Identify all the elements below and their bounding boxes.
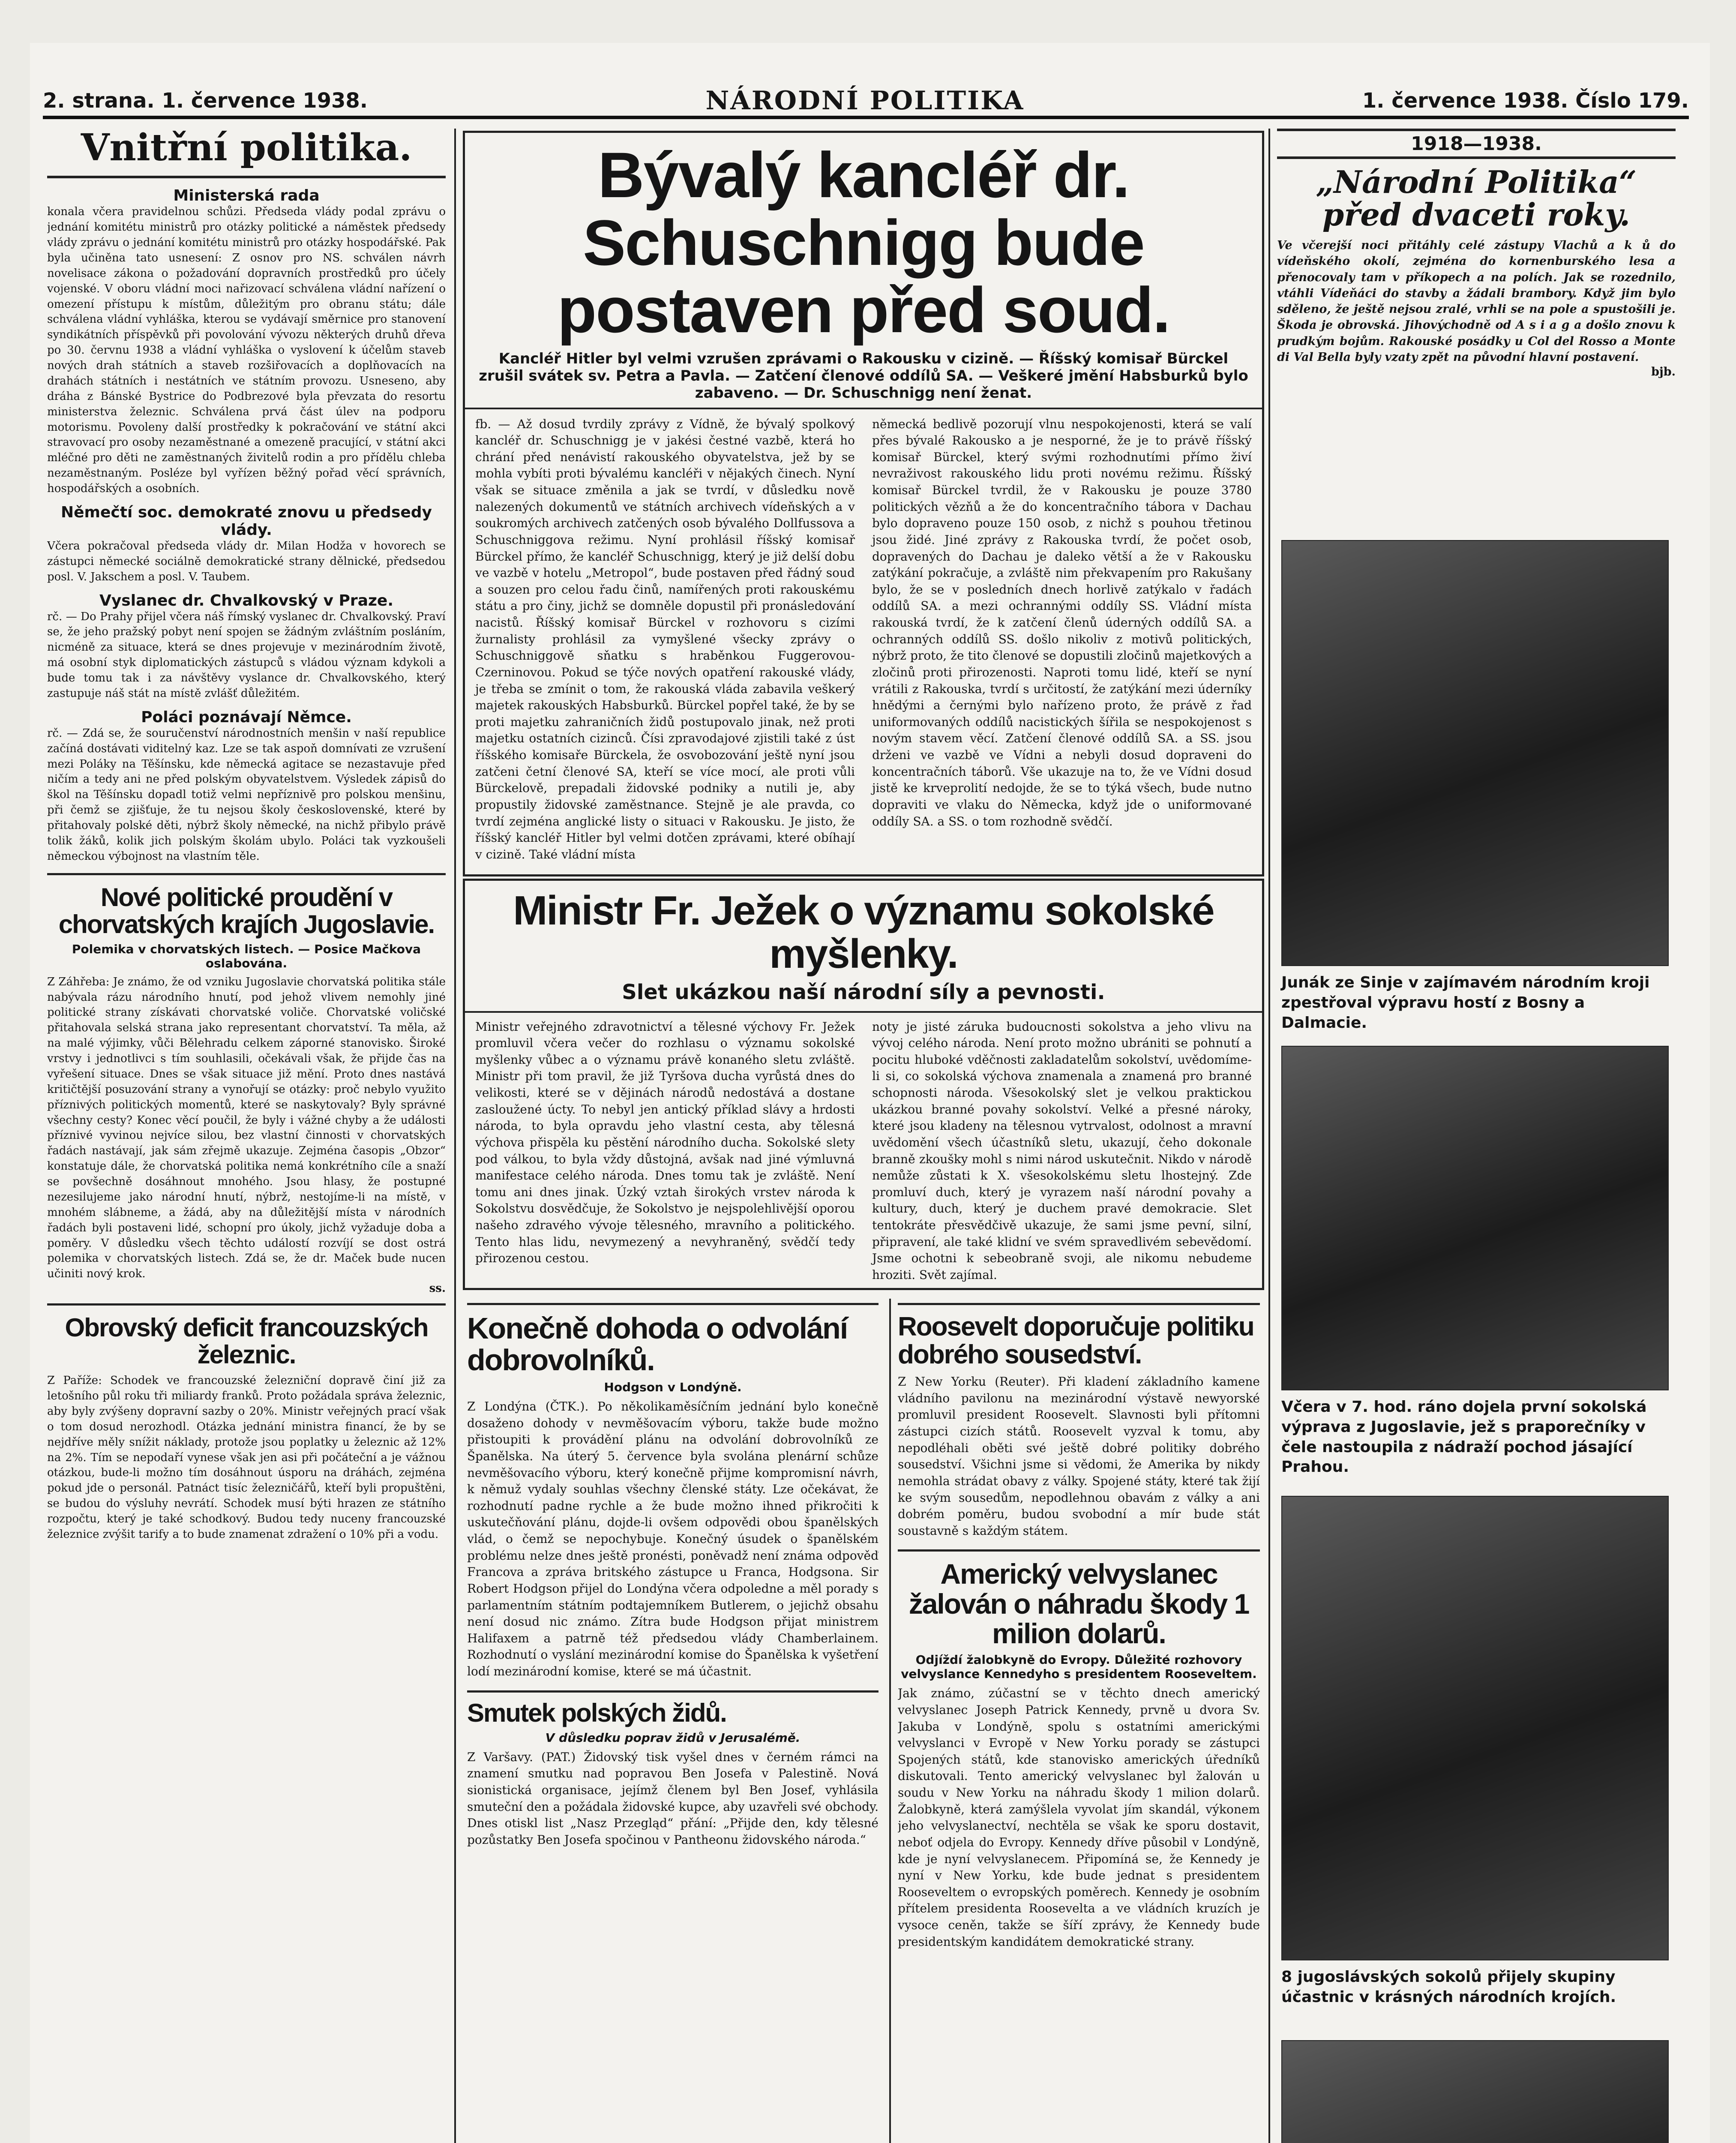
article-title: Americký velvyslanec žalován o náhradu škody 1 milion dolarů. bbox=[898, 1549, 1260, 1648]
article-title: Roosevelt doporučuje politiku dobrého sousedství. bbox=[898, 1303, 1260, 1369]
sokol-body-col2: noty je jisté záruka budoucnosti sokolstva a jeho vlivu na vývoj celého národa. Není proto možno ubrániti se pohnutí a pocitu hluboké vděčnosti zakladatelům sokolství, uvědomíme-li si, co sokolská výchova znamenala a znamená pro branné schopnosti národa. Všesokolský slet je velkou praktickou ukázkou branné povahy sokolství. Velké a přesné nároky, které jsou kladeny na tělesnou vytrvalost, odolnost a mravní uvědomění všech účastníků sletu, ukazují, čeho dokonale branně zkoušky mohl s nimi národ uskutečnit. Nikdo v národě nemůže zůstati k X. všesokolskému sletu lhostejný. Zde promluví duch, který je vyrazem naší národní povahy a kultury, duch, který je duchem pravé demokracie. Slet tentokráte přesvědčivě ukazuje, že sami jsme pevní, silní, připravení, ale také klidní ve svém spravedlivém sebevědomí. Jsme ochotni k sebeobraně svoji, ale nikomu nebudeme hroziti. Svět zajímal. bbox=[872, 1019, 1252, 1282]
article-body: Včera pokračoval předseda vlády dr. Milan Hodža v hovorech se zástupci německé sociálně demokratické strany dělnické, předsedou posl. V. Jakschem a posl. V. Taubem. bbox=[47, 539, 446, 583]
article-title: Ministerská rada bbox=[173, 187, 320, 205]
column-divider bbox=[1268, 129, 1270, 2143]
signature: ss. bbox=[429, 1282, 446, 1295]
article-body: Z Paříže: Schodek ve francouzské železniční dopravě činí již za letošního půl roku tři miliardy franků. Proto požádala správa železnic, aby byly zvýšeny dopravní sazby o 20%. Ministr veřejných prací však o tom dosud nerozhodl. Otázka jednání ministra financí, že by se nejdříve měly snížit náklady, protože jsou poplatky u železnic až 12% na 2%. Tím se nepodaří vynese však jen asi při počáteční a je vážnou otázkou, bude-li možno tím dosáhnout úsporu na dráhách, zejména pokud jde o personál. Patnáct tisíc železničářů, kteří byli propuštěni, se budou do výsluhy nevrátí. Schodek musí býti hrazen ze státního rozpočtu, který je také schodkový. Budou tedy nuceny francouzské železnice zvýšit tarify a to bude znamenat zdražení o 10% při a vodu. bbox=[47, 1374, 446, 1541]
lead-subhead: Kancléř Hitler byl velmi vzrušen zprávami o Rakousku v cizině. — Říšský komisař Bürckel zrušil svátek sv. Petra a Pavla. — Zatčení členové oddílů SA. — Veškeré jmění Habsburků bylo zabaveno. — Dr. Schuschnigg není ženat. bbox=[465, 344, 1262, 409]
article-subtitle: Hodgson v Londýně. bbox=[604, 1380, 742, 1394]
photo-junak bbox=[1281, 540, 1669, 966]
article-subtitle: Odjíždí žalobkyně do Evropy. Důležité rozhovory velvyslance Kennedyho s presidentem Rooseveltem. bbox=[901, 1653, 1257, 1681]
divider bbox=[47, 1303, 446, 1306]
article-body: konala včera pravidelnou schůzi. Předseda vlády podal zprávu o jednání komitétu ministrů pro otázky politické a náměstek předsedy vlády zprávu o jednání komitétu ministrů pro otázky hospodářské. Pak byla učiněna tato usnesení: Z osnov pro NS. schválen návrh novelisace zákona o požadování dopravních prostředků pro účely vojenské. V oboru vládní moci nařizovací schválena vládní nařízení o omezení přístupu k místům, důležitým pro obranu státu; dále schválena vládní vyhláška, kterou se vydávají směrnice pro stanovení syndikátních příspěvků při povolování vývozu některých druhů dřeva po 30. červnu 1938 a vládní vyhláška o vyslovení k účelům staveb nových drah státních a staveb rozšiřovacích a doplňovacích na drahách státních i nestátních ve státním provozu. Usneseno, aby dráha z Bánské Bystrice do Podbrezové byla převzata do resortu ministerstva železnic. Schválena prvá část úlev na podporu motorismu. Povoleny další prostředky k pokračování ve státní akci stravovací pro osoby nezaměstnané a omezeně pracující, v státní akci mléčné pro děti ne zaměstnaných živitelů rodin a pro přídělu chleba nezaměstnaným. Posléze byl vyřízen běžný pořad věcí správních, hospodářských a osobních. bbox=[47, 205, 446, 495]
section-title: Vnitřní politika. bbox=[47, 129, 446, 178]
article-title: Obrovský deficit francouzských železnic. bbox=[65, 1313, 428, 1369]
article-title: Němečtí soc. demokraté znovu u předsedy vlády. bbox=[60, 503, 432, 539]
article-body: rč. — Zdá se, že souručenství národnostních menšin v naší republice začíná dostávati viditelný kaz. Lze se tak aspoň domnívati ze vzrušení mezi Poláky na Těšínsku, kde německá agitace se nezastavuje před ničím a tedy ani ne před polským obyvatelstvem. Výsledek zápisů do škol na Těšínsku dopadl totiž velmi nepříznivě pro polskou menšinu, při čemž se zjišťuje, že tu nejsou školy československé, které by přitahovaly polské děti, nýbrž školy německé, na nichž přibylo právě tolik žáků, kolik jich polským školám ubylo. Poláci tak vyzkoušeli německou výbojnost na vlastním těle. bbox=[47, 726, 446, 863]
page-header bbox=[43, 86, 1689, 119]
retro-body: Ve včerejší noci přitáhly celé zástupy Vlachů a k ů do vídeňského okolí, zejména do kornenburského lesa a přenocovaly tam v příkopech a na polích. Jak se rozednilo, vtáhli Vídeňáci do stavby a žádali brambory. Když jim bylo sděleno, že ještě nejsou zralé, vrhli se na pole a spustošili je. Škoda je obrovská. Jihovýchodně od A s i a g a došlo znovu k prudkým bojům. Rakouské posádky u Col del Rosso a Monte di Val Bella byly vzaty zpět na původní hlavní postavení. bbox=[1277, 239, 1676, 364]
signature: bjb. bbox=[1651, 365, 1676, 379]
lead-article bbox=[463, 131, 1264, 876]
lead-body-col1: fb. — Až dosud tvrdily zprávy z Vídně, že bývalý spolkový kancléř dr. Schuschnigg je v jakési čestné vazbě, která ho chrání před nenávistí rakouského obyvatelstva, jež by se mohla vybíti proti bývalému kancléři v nějakých činech. Nyní však se situace změnila a jak se tvrdí, v důsledku nově nalezených dokumentů ve státních archivech vídeňských a v soukromých archivech zatčených osob bývalého Dollfussova a Schuschniggova režimu. Nyní prohlásil říšský komisař Bürckel přímo, že kancléř Schuschnigg, který je již delší dobu ve vazbě v hotelu „Metropol“, bude postaven před řádný soud a souzen pro celou řadu činů, namířených proti rakouskému státu a pro činy, jichž se domněle dopustil při pronásledování nacistů. Říšský komisař Bürckel v rozhovoru s cizími žurnalisty prohlásil za vymyšlené všecky zprávy o Schuschniggově sňatku s hraběnkou Fuggerovou-Czerninovou. Pokud se týče nových opatření rakouské vlády, je třeba se zmínit o tom, že rakouská vláda zabavila veškerý majetek rakouských Habsburků. Bürckel popřel také, že by se proti majetku zahraničních židů postupovalo jinak, než proti majetku ostatních cizinců. Čísi zpravodajové zjistili také z úst říšského komisaře Bürckela, že osvobozování ještě nyní jsou zatčeni četní členové SA, kteří se více mocí, ale proti vůli Bürckelově, prepadali židovské podniky a nutili je, aby propustily židovské zaměstnance. Stejně je ale pravda, co tvrdí zejména anglické listy o situaci v Rakousku. Je jisto, že říšský kancléř Hitler byl velmi dotčen zprávami, které obíhají v cizině. Také vládní místa bbox=[475, 417, 855, 861]
sokol-subhead: Slet ukázkou naší národní síly a pevnosti. bbox=[465, 976, 1262, 1013]
lead-body-col2: německá bedlivě pozorují vlnu nespokojenosti, která se valí přes bývalé Rakousko a je nesporné, že je to právě říšský komisař Bürckel, který svými rozhodnutími přímo živí nevraživost rakouského lidu proti novému režimu. Říšský komisař Bürckel tvrdil, že v Rakousku je pouze 3780 politických vězňů a že do koncentračního tábora v Dachau bylo dopraveno pouze 150 osob, z nichž s pouhou třetinou jsou židé. Jiné zprávy z Rakouska tvrdí, že počet osob, dopravených do Dachau je daleko větší a že v Rakousku zatýkání pokračuje, a zvláště nim překvapením pro Rakušany bylo, že se v posledních dnech horlivě zatýkalo v řadách oddílů SA. a mezi ochrannými oddíly SS. Vládní místa rakouská tvrdí, že k zatčení členů úderných oddílů SA. a ochranných oddílů SS. došlo nikoliv z motivů politických, nýbrž proto, že tito členové se dopustili zločinů majetkových a zločinů proti přirozenosti. Naproti tomu lidé, kteří se nyní vrátili z Rakouska, tvrdí s určitostí, že zatýkání mezi úderníky hnědými a černými bylo nařízeno proto, že právě z řad uniformovaných oddílů nacistických šířila se nespokojenost s novým stavem věcí. Zatčení členové oddílů SA. a SS. jsou drženi ve vazbě ve Vídni a nebyli dosud dopraveni do koncentračních táborů. Vše ukazuje na to, že ve Vídni dosud jistě ke krveprolití nedojde, že se to týká všech, bude nutno dopraviti ve vlaku do Německa, když jde o uniformované oddíly SA. a SS. o tom rozhodně svědčí. bbox=[872, 417, 1252, 828]
photo-women-costumes bbox=[1281, 1496, 1669, 1960]
article-body: Z New Yorku (Reuter). Při kladení základního kamene vládního pavilonu na mezinárodní výstavě newyorské promluvil president Roosevelt. Slavnosti byli přítomni zástupci cizích států. Roosevelt vyzval k tomu, aby nepodléhali oběti své ještě dobré politiky dobrého sousedství. Všichni jsme si vědomi, že Amerika by nikdy nemohla strádat obavy z války. Spojené státy, které tak žijí ke svým sousedům, nepodlehnou obavám z války a ani dobrém poměru, budou svobodní a mír bude stát soustavně s každým státem. bbox=[898, 1375, 1260, 1538]
article-body: Z Varšavy. (PAT.) Židovský tisk vyšel dnes v černém rámci na znamení smutku nad popravou Ben Josefa v Palestině. Nová sionistická organisace, jejímž členem byl Ben Josef, vyhlásila smuteční den a požádala židovské kupce, aby uzavřeli své obchody. Dnes otiskl list „Nasz Przegląd“ přání: „Přijde den, kdy tělesné pozůstatky Ben Josefa spočinou v Pantheonu židovského národa.“ bbox=[467, 1750, 878, 1847]
photo-caption: 8 jugoslávských sokolů přijely skupiny účastnic v krásných národních krojích. bbox=[1281, 1968, 1616, 2006]
sokol-body-col1: Ministr veřejného zdravotnictví a tělesné výchovy Fr. Ježek promluvil včera večer do rozhlasu o významu sokolské myšlenky vůbec a o významu právě konaného sletu zvláště. Ministr při tom pravil, že již Tyršova ducha vyrůstá dnes do velikosti, které se v dějinách národů nedostává a dostane zasloužené úcty. To nebyl jen antický příklad slávy a hrdosti národa, to byla opravdu jeho vlastní cesta, aby tělesná výchova přispěla ku pěstění národního ducha. Sokolské slety pod válkou, to byla vždy důstojná, avšak nad jiné výmluvná manifestace celého národa. Dnes tomu tak je zvláště. Není tomu ani dnes jinak. Úzký vztah širokých vrstev národa k Sokolstvu dosvědčuje, že Sokolstvo je nejspolehlivější oporou našeho zdravého vývoje tělesného, mravního a politického. Tento hlas lidu, nevymezený a nevyhraněný, svědčí tedy přirozenou cestou. bbox=[475, 1019, 855, 1266]
masthead: NÁRODNÍ POLITIKA bbox=[705, 86, 1025, 116]
photo-folk-costumes bbox=[1281, 2040, 1669, 2143]
header-left: 2. strana. 1. července 1938. bbox=[43, 89, 368, 113]
article-title: Poláci poznávají Němce. bbox=[141, 708, 352, 726]
header-right: 1. července 1938. Číslo 179. bbox=[1362, 89, 1689, 113]
photo-caption: Junák ze Sinje v zajímavém národním kroji zpestřoval výpravu hostí z Bosny a Dalmacie. bbox=[1281, 974, 1650, 1032]
sokol-article bbox=[463, 879, 1264, 1290]
article-title: Smutek polských židů. bbox=[467, 1690, 878, 1726]
article-body: Z Londýna (ČTK.). Po několikaměsíčním jednání bylo konečně dosaženo dohody v nevměšovacím výboru, takže bude možno přistoupiti k provádění plánu na odvolání dobrovolníků ze Španělska. Na úterý 5. července byla svolána plenární schůze nevměšovacího výboru, který konečně přijme kompromisní návrh, k němuž vydaly souhlas všechny členské státy. Lze očekávat, že rozhodnutí padne rychle a že bude možno ihned přikročiti k uskutečňování plánu, dojde-li ovšem odpovědi obou španělských vlád, o čemž se nepochybuje. Konečný úsudek o španělském problému nelze dnes ještě pronésti, poněvadž není známa odpověď Francova a zpráva britského zástupce u Franca, Hodgsona. Sir Robert Hodgson přijel do Londýna včera odpoledne a měl porady s parlamentním státním podtajemníkem Butlerem, o jejichž obsahu není dosud nic známo. Zítra bude Hodgson přijat ministrem Halifaxem a patrně též předsedou vlády Chamberlainem. Rozhodnutí o vyslání mezinárodní komise do Španělska k vyšetření lodí mezinárodní komise, které se má účastnit. bbox=[467, 1399, 878, 1678]
column-domestic-politics bbox=[47, 129, 446, 2143]
lead-headline: Bývalý kancléř dr. Schuschnigg bude postaven před soud. bbox=[557, 139, 1170, 346]
retro-title: „Národní Politika“ před dvaceti roky. bbox=[1316, 164, 1637, 233]
article-body: rč. — Do Prahy přijel včera náš římský vyslanec dr. Chvalkovský. Praví se, že jeho pražský pobyt není spojen se žádným zvláštním posláním, nicméně za situace, která se dnes projevuje v mezinárodním životě, má osobní styk diplomatických zástupců s vládou význam kdykoli a bude tomu tak i za návštěvy vyslance dr. Chvalkovského, který zastupuje náš stát na místě zvlášť důležitém. bbox=[47, 610, 446, 700]
sokol-headline: Ministr Fr. Ježek o významu sokolské myšlenky. bbox=[513, 888, 1214, 977]
article-subtitle: V důsledku poprav židů v Jerusalémě. bbox=[545, 1730, 801, 1745]
article-body: Jak známo, zúčastní se v těchto dnech americký velvyslanec Joseph Patrick Kennedy, prvně u dvora Sv. Jakuba v Londýně, spolu s ostatními americkými velvyslanci v Evropě v New Yorku porady se zástupci Spojených států, kde stanovisko amerických úředníků diskutovali. Tento americký velvyslanec byl žalován u soudu v New Yorku na náhradu škody 1 milion dolarů. Žalobkyně, která zamýšlela vyvolat jím skandál, výkonem jeho velvyslanectví, nechtěla se však ke sporu dostavit, neboť odjela do Evropy. Kennedy dříve působil v Londýně, kde je nyní velvyslanecem. Připomíná se, že Kennedy je nyní v New Yorku, kde bude jednat s presidentem Rooseveltem o evropských poměrech. Kennedy je osobním přítelem presidenta Roosevelta a ve vládních kruzích je vysoce ceněn, takže se šíří zprávy, že Kennedy bude presidentským kandidátem demokratické strany. bbox=[898, 1686, 1260, 1949]
article-body: Z Záhřeba: Je známo, že od vzniku Jugoslavie chorvatská politika stále nabývala rázu národního hnutí, pod jehož vlivem nemohly jiné politické strany získávati chorvatské voliče. Chorvatské voličské přitahovala selská strana jako representant chorvatství. Ta měla, až na malé výjimky, vůči Bělehradu celkem záporné stanovisko. Široké vrstvy i jednotlivci s tím souhlasili, očekávali však, že přijde čas na vyřešení situace. Dnes se však situace již mění. Proto dnes nastává kritičtější posuzování strany a vynořují se otázky: proč nebylo využito příznivých politických momentů, které se naskytovaly? Byly správné všechny cesty? Konec věcí poučil, že byly i vážné chyby a že události příznivé vyvinou nejvíce silou, bez vlastní činnosti v chorvatských řadách nastávají, jak sám zřejmě ukazuje. Zejména časopis „Obzor“ konstatuje dále, že chorvatská politika nemá konkrétního cíle a snaží se povšechně dosáhnout mnohého. Jsou hlasy, že postupné nezesilujeme jako národní hnutí, nýbrž, nestojíme-li na místě, v mnohém slábneme, a žádá, aby na důležitější místa v národních řadách byli postaveni lidé, schopní pro úkoly, jichž vyžaduje doba a poměry. V důsledku všech těchto událostí rozvíjí se dost ostrá polemika v chorvatských listech. Zdá se, že dr. Maček bude nucen učiniti nový krok. bbox=[47, 975, 446, 1281]
article-subtitle: Polemika v chorvatských listech. — Posice Mačkova oslabována. bbox=[72, 942, 421, 970]
divider bbox=[47, 873, 446, 875]
column-dohoda bbox=[467, 1303, 878, 2143]
article-title: Vyslanec dr. Chvalkovský v Praze. bbox=[99, 591, 394, 609]
column-divider bbox=[454, 129, 456, 2143]
column-divider bbox=[889, 1299, 891, 2143]
year-label: 1918—1938. bbox=[1277, 129, 1676, 159]
photo-caption: Včera v 7. hod. ráno dojela první sokolská výprava z Jugoslavie, jež s praporečníky v čele nastoupila z nádraží pochod jásající Prahou. bbox=[1281, 1398, 1647, 1476]
article-title: Konečně dohoda o odvolání dobrovolníků. bbox=[467, 1303, 878, 1376]
column-roosevelt bbox=[898, 1303, 1260, 2143]
article-title: Nové politické proudění v chorvatských krajích Jugoslavie. bbox=[58, 882, 435, 939]
column-twenty-years-ago bbox=[1277, 129, 1676, 536]
photo-procession bbox=[1281, 1046, 1669, 1390]
